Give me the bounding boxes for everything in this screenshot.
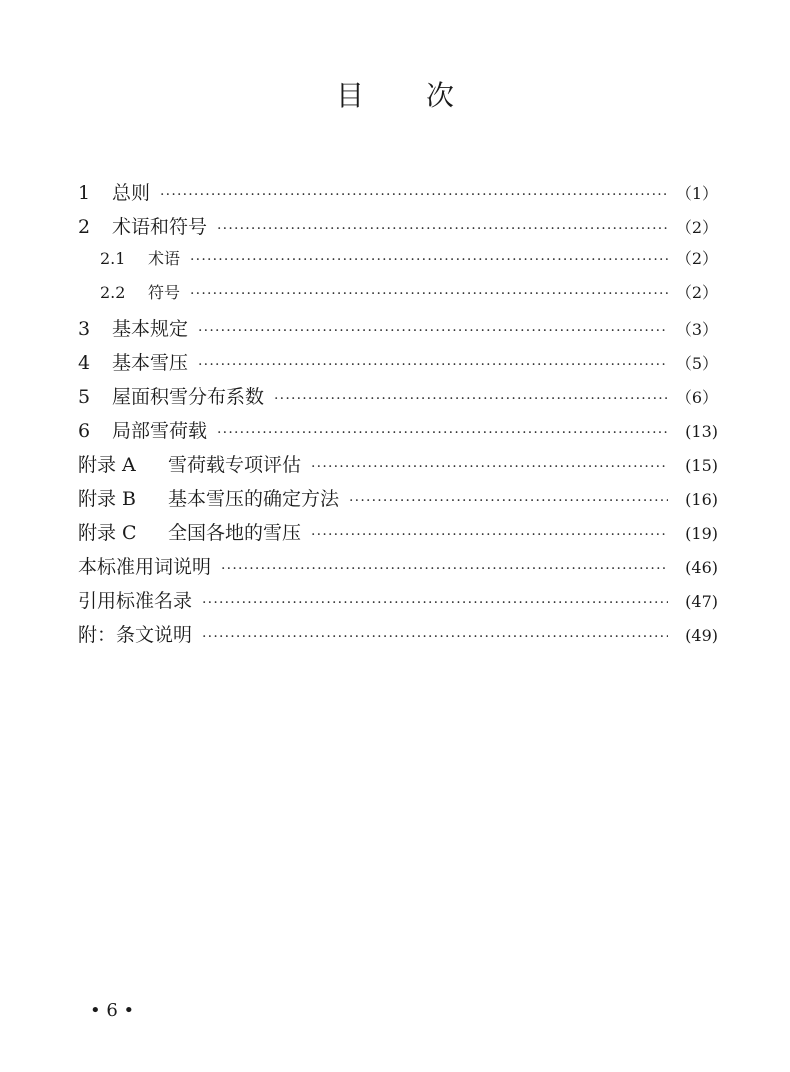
toc-entry-page: (19) bbox=[685, 524, 718, 543]
toc-entry-page: （2） bbox=[675, 283, 718, 302]
toc-dot-leader bbox=[274, 391, 668, 407]
toc-dot-leader bbox=[198, 357, 668, 373]
toc-dot-leader bbox=[198, 323, 668, 339]
toc-entry-page: (16) bbox=[685, 490, 718, 509]
page-number: • 6 • bbox=[90, 1000, 135, 1021]
toc-entry-page: （5） bbox=[675, 354, 718, 373]
toc-dot-leader bbox=[202, 595, 668, 611]
toc-entry-number: 4 bbox=[78, 352, 91, 374]
toc-entry-number: 2.2 bbox=[100, 283, 126, 302]
toc-entry-page: (13) bbox=[685, 422, 718, 441]
toc-entry-page: (46) bbox=[685, 558, 718, 577]
toc-entry-number: 附录 C bbox=[78, 522, 137, 544]
toc-dot-leader bbox=[160, 187, 668, 203]
toc-entry-number: 附录 B bbox=[78, 488, 137, 510]
toc-entry-appendix-c[interactable] bbox=[78, 518, 718, 552]
toc-entry-page: （2） bbox=[675, 218, 718, 237]
toc-entry-title: 基本雪压的确定方法 bbox=[168, 488, 340, 510]
toc-entry-title: 局部雪荷载 bbox=[112, 420, 208, 442]
toc-dot-leader bbox=[202, 629, 668, 645]
toc-entry-title: 雪荷载专项评估 bbox=[168, 454, 302, 476]
toc-entry-4[interactable] bbox=[78, 348, 718, 382]
toc-entry-title: 本标准用词说明 bbox=[78, 556, 212, 578]
toc-dot-leader bbox=[349, 493, 668, 509]
toc-entry-5[interactable] bbox=[78, 382, 718, 416]
toc-entry-page: （6） bbox=[675, 388, 718, 407]
toc-dot-leader bbox=[311, 527, 668, 543]
toc-entry-appendix-b[interactable] bbox=[78, 484, 718, 518]
toc-entry-page: (15) bbox=[685, 456, 718, 475]
toc-entry-page: (49) bbox=[685, 626, 718, 645]
title-char-1: 目 bbox=[335, 79, 364, 112]
toc-entry-3[interactable] bbox=[78, 314, 718, 348]
toc-entry-2-1[interactable] bbox=[78, 246, 718, 280]
toc-entry-number: 1 bbox=[78, 182, 91, 204]
toc-entry-6[interactable] bbox=[78, 416, 718, 450]
toc-entry-number: 5 bbox=[78, 386, 91, 408]
toc-entry-wording-explanation[interactable] bbox=[78, 552, 718, 586]
toc-entry-title: 术语 bbox=[148, 249, 181, 268]
toc-entry-page: （2） bbox=[675, 249, 718, 268]
toc-entry-2-2[interactable] bbox=[78, 280, 718, 314]
toc-entry-title: 附：条文说明 bbox=[78, 624, 193, 646]
toc-entry-title: 屋面积雪分布系数 bbox=[112, 386, 265, 408]
toc-entry-number: 2.1 bbox=[100, 249, 126, 268]
table-of-contents bbox=[78, 178, 718, 654]
toc-entry-2[interactable] bbox=[78, 212, 718, 246]
toc-entry-page: （1） bbox=[675, 184, 718, 203]
toc-entry-number: 2 bbox=[78, 216, 91, 238]
toc-entry-title: 术语和符号 bbox=[112, 216, 208, 238]
toc-dot-leader bbox=[190, 286, 668, 302]
toc-entry-title: 全国各地的雪压 bbox=[168, 522, 302, 544]
title-char-2: 次 bbox=[426, 79, 455, 112]
toc-dot-leader bbox=[217, 425, 668, 441]
toc-entry-appendix-a[interactable] bbox=[78, 450, 718, 484]
toc-entry-referenced-standards[interactable] bbox=[78, 586, 718, 620]
toc-entry-title: 符号 bbox=[148, 283, 181, 302]
toc-dot-leader bbox=[190, 252, 668, 268]
toc-entry-title: 基本雪压 bbox=[112, 352, 189, 374]
toc-entry-1[interactable] bbox=[78, 178, 718, 212]
toc-entry-number: 3 bbox=[78, 318, 91, 340]
toc-entry-number: 6 bbox=[78, 420, 91, 442]
toc-dot-leader bbox=[221, 561, 668, 577]
toc-entry-page: (47) bbox=[685, 592, 718, 611]
toc-entry-title: 基本规定 bbox=[112, 318, 189, 340]
toc-entry-title: 总则 bbox=[112, 182, 151, 204]
toc-dot-leader bbox=[217, 221, 668, 237]
toc-entry-commentary[interactable] bbox=[78, 620, 718, 654]
page-title bbox=[0, 74, 790, 114]
toc-dot-leader bbox=[311, 459, 668, 475]
toc-entry-title: 引用标准名录 bbox=[78, 590, 193, 612]
toc-entry-number: 附录 A bbox=[78, 454, 136, 476]
toc-entry-page: （3） bbox=[675, 320, 718, 339]
